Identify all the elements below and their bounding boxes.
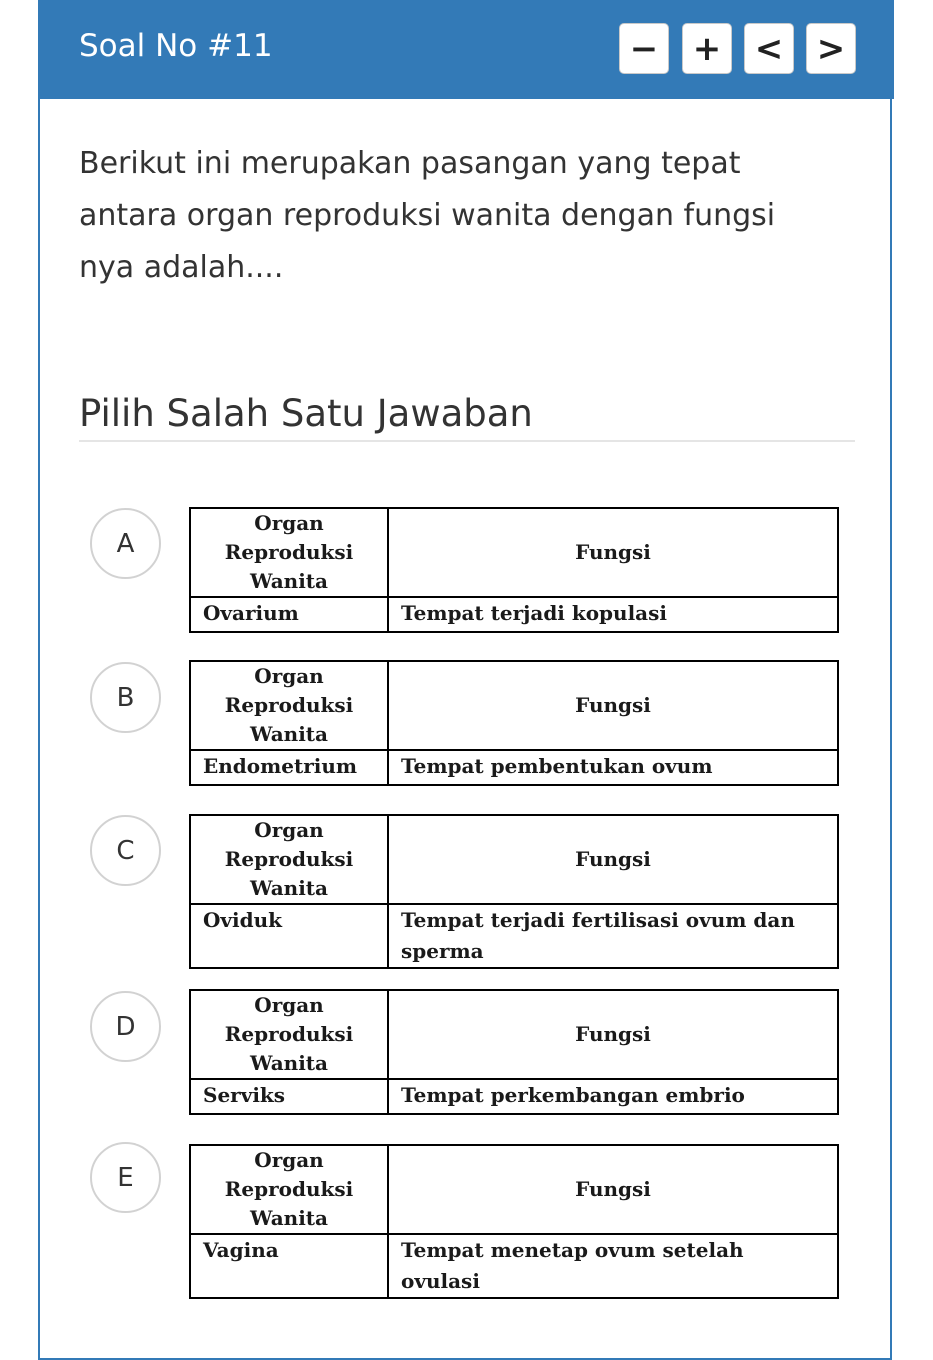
function-header: Fungsi xyxy=(388,815,838,904)
organ-cell: Oviduk xyxy=(190,904,388,968)
function-header: Fungsi xyxy=(388,661,838,750)
answer-instruction: Pilih Salah Satu Jawaban xyxy=(79,392,533,435)
organ-header: Organ Reproduksi Wanita xyxy=(190,815,388,904)
option-d-table[interactable] xyxy=(189,989,839,1115)
function-cell: Tempat terjadi kopulasi xyxy=(388,597,838,632)
organ-cell: Endometrium xyxy=(190,750,388,785)
option-a-radio[interactable]: A xyxy=(90,508,161,579)
function-cell: Tempat perkembangan embrio xyxy=(388,1079,838,1114)
option-c-radio[interactable]: C xyxy=(90,815,161,886)
option-c-table[interactable] xyxy=(189,814,839,969)
question-line: Berikut ini merupakan pasangan yang tepat xyxy=(79,146,741,181)
divider xyxy=(79,440,855,442)
minus-icon: − xyxy=(629,28,659,69)
zoom-out-button[interactable] xyxy=(619,23,669,74)
organ-header: Organ Reproduksi Wanita xyxy=(190,1145,388,1234)
question-text xyxy=(79,138,859,294)
zoom-in-button[interactable] xyxy=(682,23,732,74)
option-b-radio[interactable]: B xyxy=(90,662,161,733)
question-line: nya adalah.... xyxy=(79,250,284,285)
option-d-radio[interactable]: D xyxy=(90,991,161,1062)
organ-header: Organ Reproduksi Wanita xyxy=(190,990,388,1079)
option-e-radio[interactable]: E xyxy=(90,1142,161,1213)
plus-icon: + xyxy=(692,28,722,69)
question-line: antara organ reproduksi wanita dengan fungsi xyxy=(79,198,776,233)
option-b-table[interactable] xyxy=(189,660,839,786)
function-header: Fungsi xyxy=(388,990,838,1079)
organ-header: Organ Reproduksi Wanita xyxy=(190,508,388,597)
organ-cell: Serviks xyxy=(190,1079,388,1114)
organ-header: Organ Reproduksi Wanita xyxy=(190,661,388,750)
chevron-right-icon: > xyxy=(816,28,846,69)
option-a-table[interactable] xyxy=(189,507,839,633)
function-cell: Tempat terjadi fertilisasi ovum dan sperma xyxy=(388,904,838,968)
function-cell: Tempat menetap ovum setelah ovulasi xyxy=(388,1234,838,1298)
previous-question-button[interactable] xyxy=(744,23,794,74)
next-question-button[interactable] xyxy=(806,23,856,74)
option-e-table[interactable] xyxy=(189,1144,839,1299)
organ-cell: Ovarium xyxy=(190,597,388,632)
function-header: Fungsi xyxy=(388,1145,838,1234)
organ-cell: Vagina xyxy=(190,1234,388,1298)
function-header: Fungsi xyxy=(388,508,838,597)
function-cell: Tempat pembentukan ovum xyxy=(388,750,838,785)
chevron-left-icon: < xyxy=(754,28,784,69)
question-number-title: Soal No #11 xyxy=(79,28,273,64)
